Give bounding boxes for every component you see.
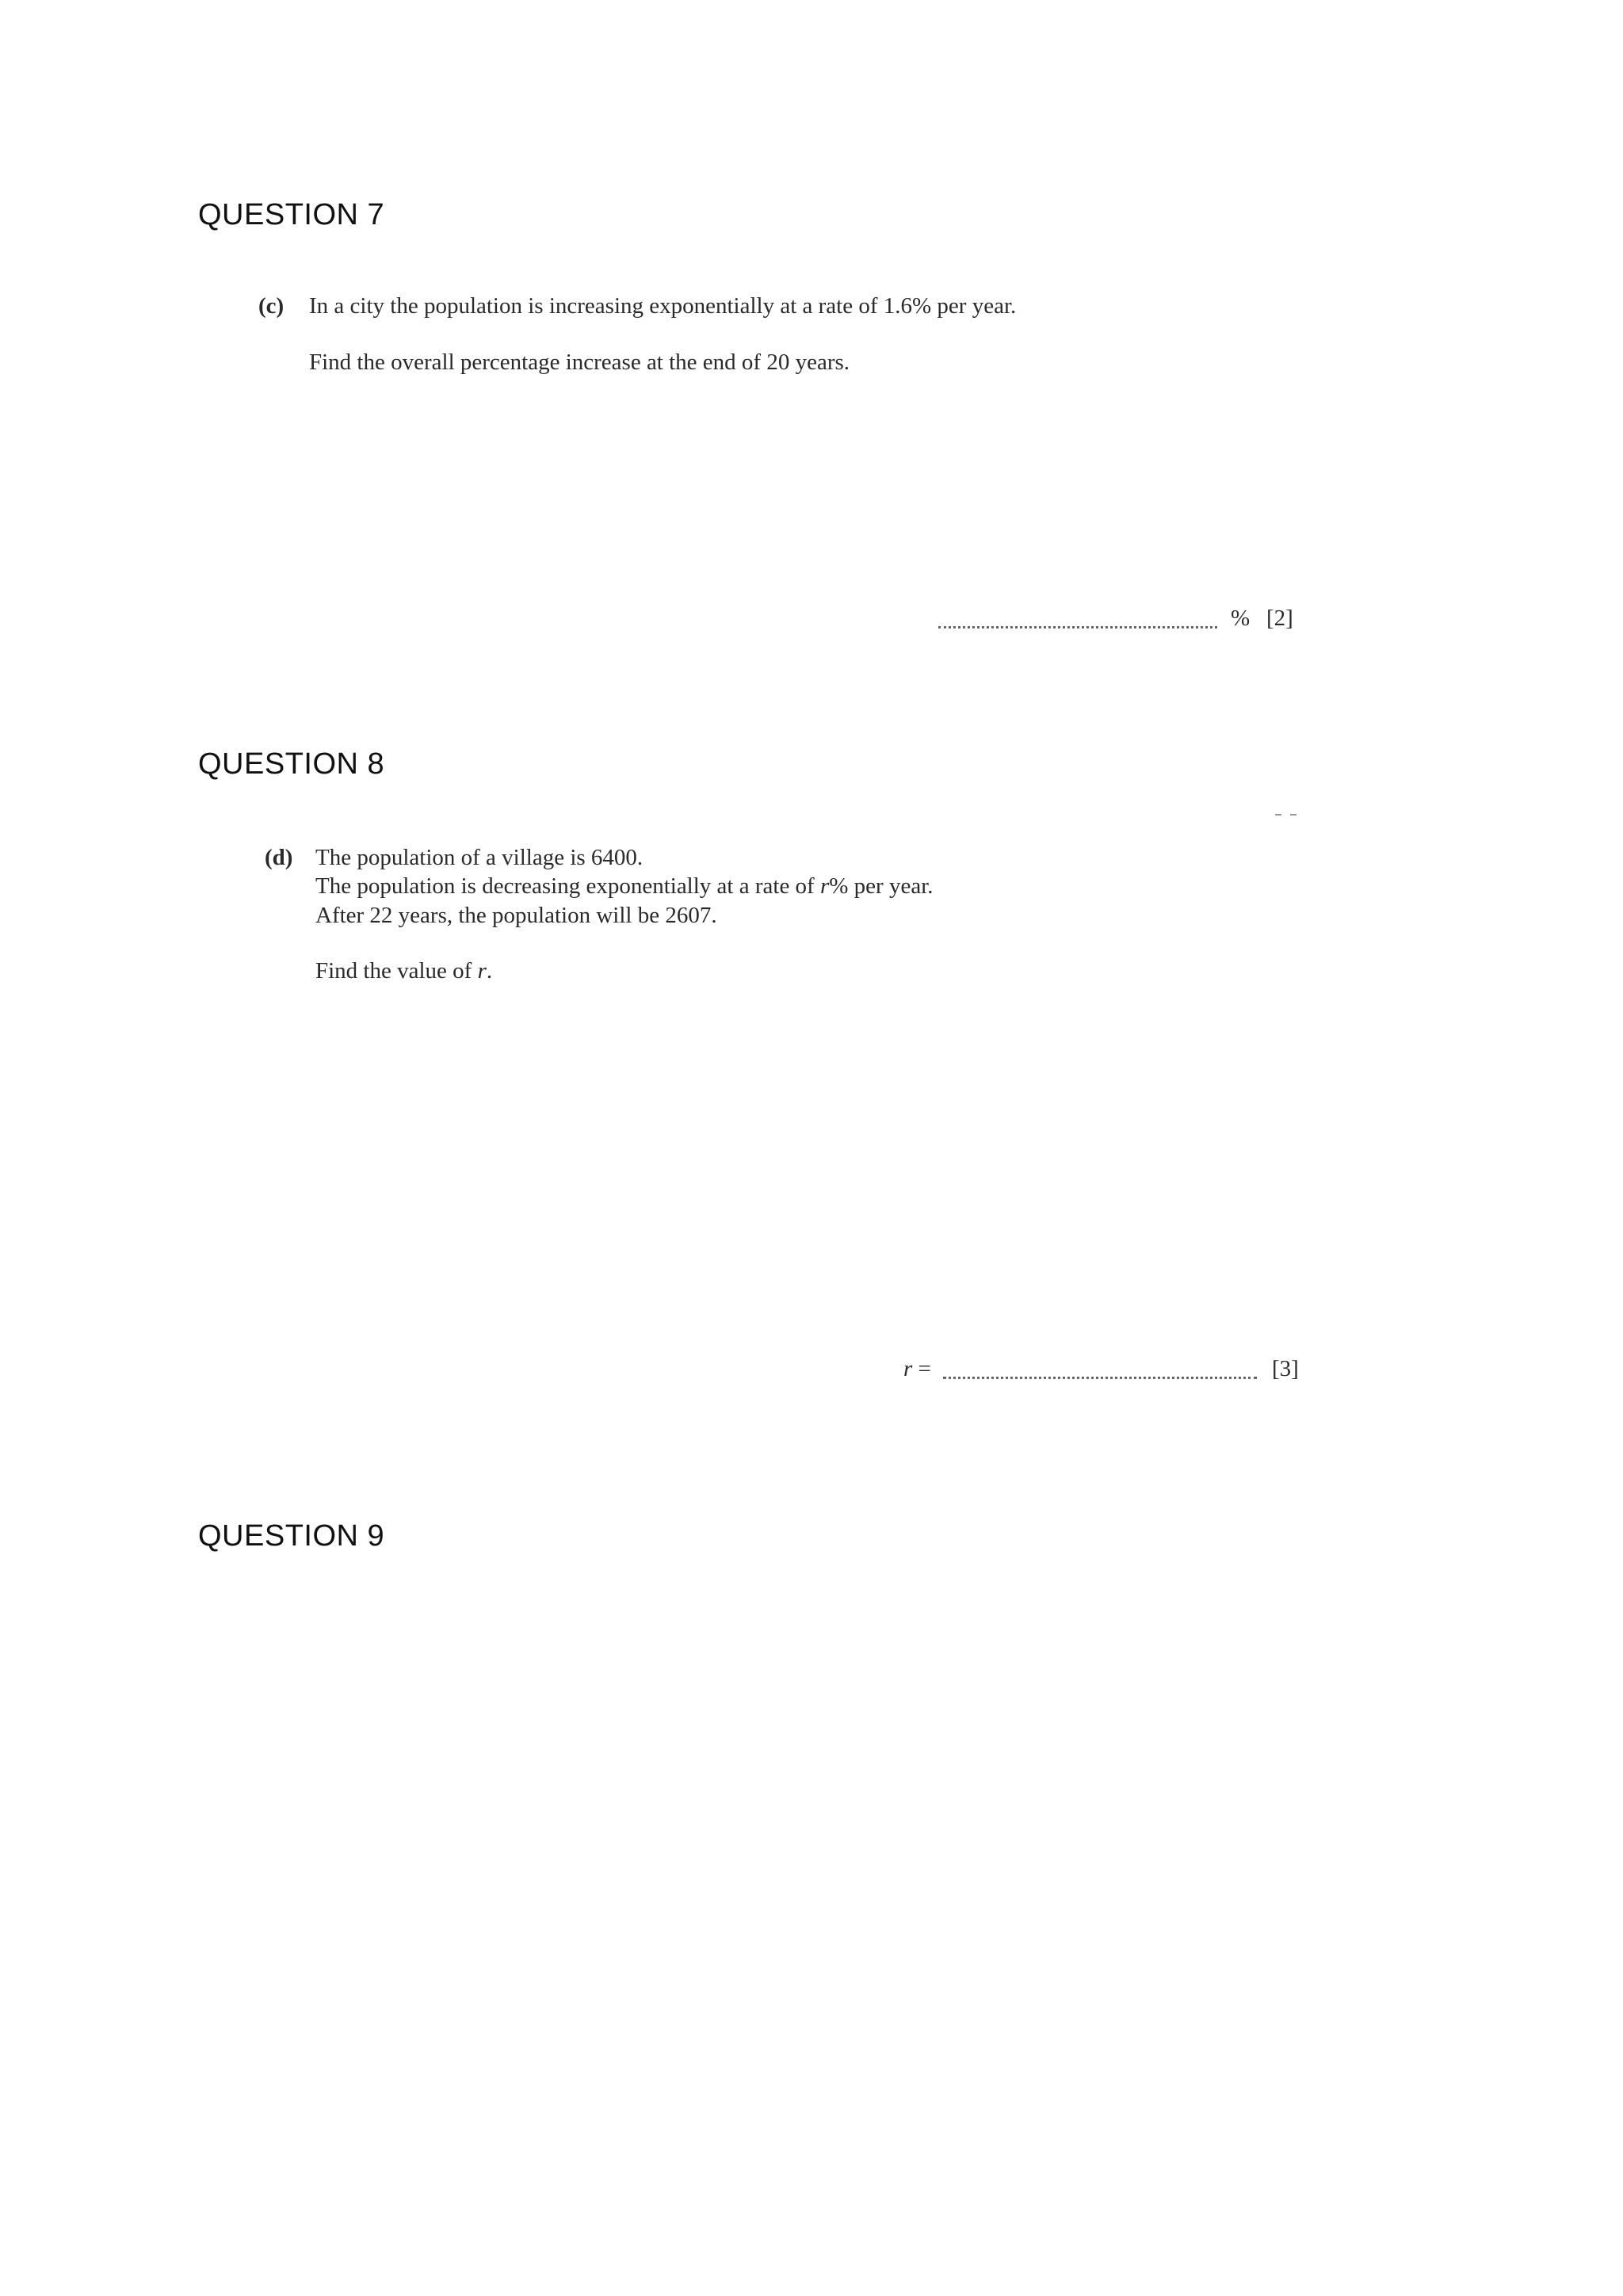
question-8-heading: QUESTION 8 <box>198 747 385 781</box>
q8-question-line-2: The population is decreasing exponentially at a rate of r% per year. <box>315 873 934 899</box>
q8-marks: [3] <box>1272 1356 1299 1381</box>
q7-part-label: (c) <box>258 293 285 319</box>
q8-answer-label: r = <box>903 1356 931 1381</box>
q7-answer-unit: % <box>1231 606 1251 631</box>
q7-question-line-1: In a city the population is increasing exponentially at a rate of 1.6% per year. <box>309 293 1017 319</box>
q8-part-label: (d) <box>265 845 293 870</box>
q8-answer-line[interactable] <box>943 1377 1257 1379</box>
q7-answer-line[interactable] <box>938 626 1217 628</box>
q8-question-line-3: After 22 years, the population will be 2607. <box>315 903 717 928</box>
q8-question-line-4: Find the value of r. <box>315 958 493 984</box>
question-9-heading: QUESTION 9 <box>198 1519 385 1553</box>
scan-mark <box>1275 814 1281 816</box>
question-7-heading: QUESTION 7 <box>198 198 385 231</box>
q7-marks: [2] <box>1266 606 1293 631</box>
scan-mark <box>1290 814 1296 816</box>
q7-question-line-2: Find the overall percentage increase at the end of 20 years. <box>309 350 850 375</box>
q8-question-line-1: The population of a village is 6400. <box>315 845 643 870</box>
